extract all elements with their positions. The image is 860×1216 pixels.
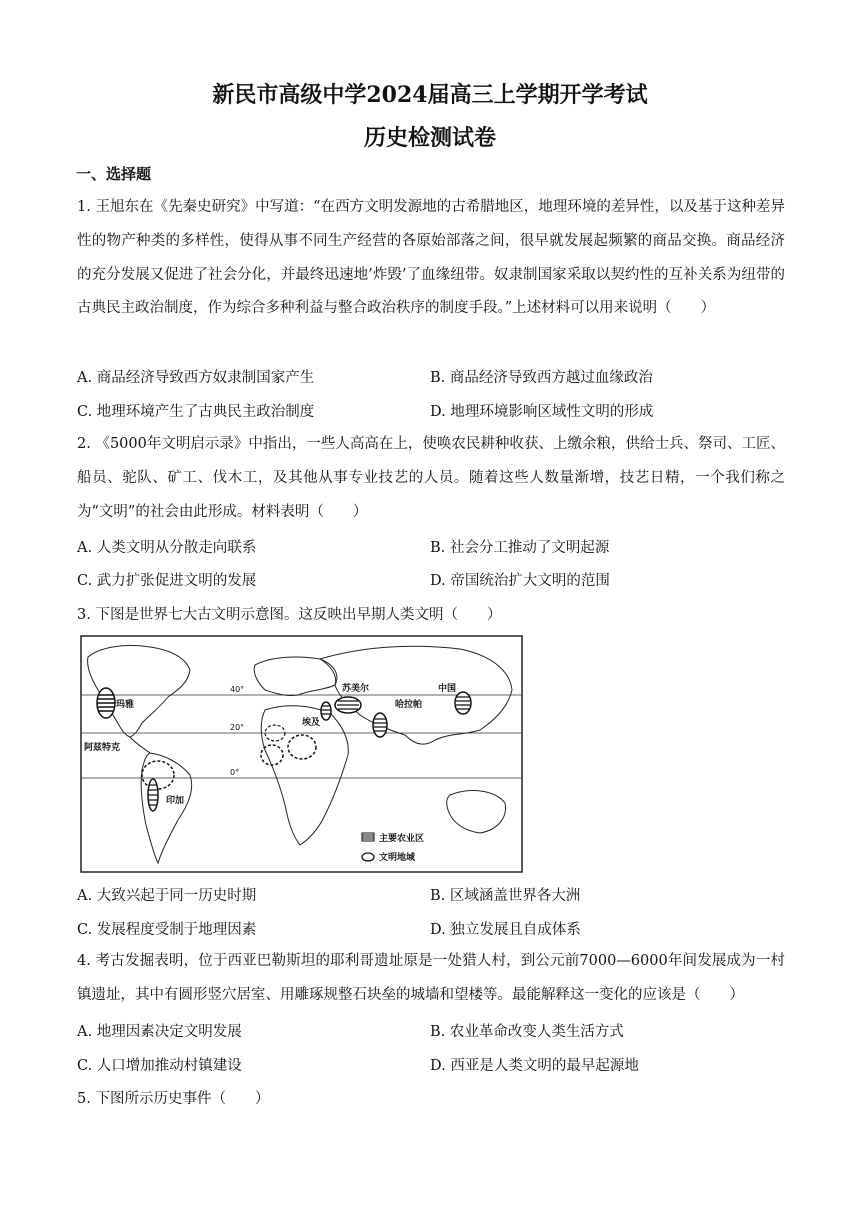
legend-civilization-label: 文明地域 [379, 853, 416, 863]
lat-label-20: 20° [230, 723, 245, 732]
map-label-sumer: 苏美尔 [342, 684, 370, 694]
lat-label-40: 40° [230, 685, 245, 694]
maya-region [97, 688, 115, 718]
q2-option-d: D. 帝国统治扩大文明的范围 [430, 573, 610, 589]
egypt-region [321, 702, 331, 720]
map-border [81, 636, 522, 872]
q3-option-b: B. 区域涵盖世界各大洲 [430, 888, 581, 904]
map-label-maya: 玛雅 [116, 700, 135, 710]
q3-option-c: C. 发展程度受制于地理因素 [77, 922, 257, 938]
map-label-egypt: 埃及 [302, 718, 321, 728]
china-region [455, 692, 471, 714]
map-label-china: 中国 [438, 684, 457, 694]
question-1-text: 1. 王旭东在《先秦史研究》中写道：“在西方文明发源地的古希腊地区，地理环境的差异性，以及基于这种差异性的物产种类的多样性，使得从事不同生产经营的各原始部落之间，很早就发展起频繁的商品交换。商品经济的充分发展又促进了社会分化，并最终迅速地’炸毁’了血缘纽带。奴隶制国家采取以契约性的互补关系为纽带的古典民主政治制度，作为综合多种利益与整合政治秩序的制度手段。”上述材料可以用来说明（ ） [77, 199, 785, 317]
question-5-text: 5. 下图所示历史事件（ ） [77, 1091, 270, 1107]
q2-option-b: B. 社会分工推动了文明起源 [430, 540, 610, 556]
q2-option-c: C. 武力扩张促进文明的发展 [77, 573, 257, 589]
page-title: 新民市高级中学2024届高三上学期开学考试 [212, 82, 648, 108]
map-label-aztec: 阿兹特克 [84, 743, 121, 753]
q3-option-a: A. 大致兴起于同一历史时期 [77, 888, 257, 904]
q1-option-d: D. 地理环境影响区域性文明的形成 [430, 404, 654, 420]
q1-option-b: B. 商品经济导致西方越过血缘政治 [430, 370, 653, 386]
harappa-region [373, 713, 387, 737]
question-3-text: 3. 下图是世界七大古文明示意图。这反映出早期人类文明（ ） [77, 607, 502, 623]
world-civilizations-map [80, 635, 523, 873]
sumer-region [335, 697, 361, 713]
q1-option-c: C. 地理环境产生了古典民主政治制度 [77, 404, 315, 420]
inca-region [148, 779, 158, 811]
map-label-harappa: 哈拉帕 [395, 700, 423, 710]
lat-label-0: 0° [230, 768, 240, 777]
q4-option-d: D. 西亚是人类文明的最早起源地 [430, 1058, 639, 1074]
question-4-text: 4. 考古发掘表明，位于西亚巴勒斯坦的耶利哥遗址原是一处猎人村，到公元前7000—6000年间发展成为一村镇遗址，其中有圆形竖穴居室、用雕琢规整石块垒的城墙和望楼等。最能解释这一变化的应该是（ ） [77, 953, 785, 1003]
q4-option-b: B. 农业革命改变人类生活方式 [430, 1024, 624, 1040]
q4-option-a: A. 地理因素决定文明发展 [77, 1024, 242, 1040]
page-subtitle: 历史检测试卷 [363, 125, 496, 151]
q2-option-a: A. 人类文明从分散走向联系 [77, 540, 257, 556]
q4-option-c: C. 人口增加推动村镇建设 [77, 1058, 242, 1074]
map-label-inca: 印加 [166, 796, 185, 806]
question-2-text: 2. 《5000年文明启示录》中指出，一些人高高在上，使唤农民耕种收获、上缴余粮，供给士兵、祭司、工匠、船员、驼队、矿工、伐木工，及其他从事专业技艺的人员。随着这些人数量渐增，技艺日精，一个我们称之为“文明”的社会由此形成。材料表明（ ） [77, 436, 785, 520]
q3-option-d: D. 独立发展且自成体系 [430, 922, 581, 938]
legend-farming-label: 主要农业区 [379, 834, 425, 844]
q1-option-a: A. 商品经济导致西方奴隶制国家产生 [77, 370, 315, 386]
section-heading: 一、选择题 [76, 165, 152, 183]
